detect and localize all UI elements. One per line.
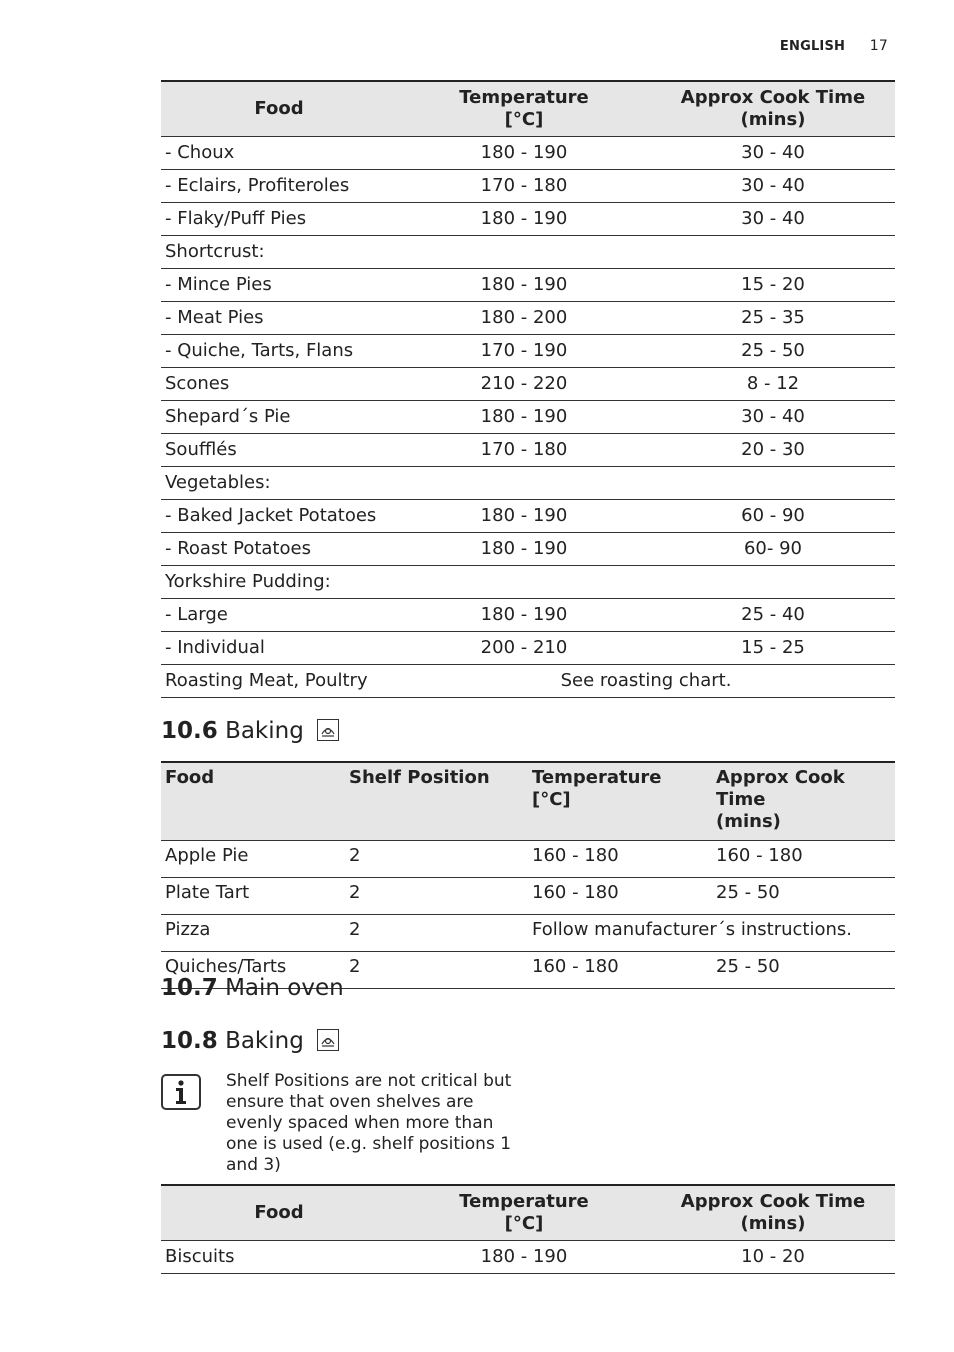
table-row [161, 235, 895, 268]
table-row [161, 840, 895, 877]
table-row [161, 499, 895, 532]
table-row [161, 877, 895, 914]
section-heading-10-6 [161, 718, 339, 744]
cell-temperature: 170 - 190 [397, 334, 651, 367]
cell-shelf: 2 [345, 877, 528, 914]
cell-food: Pizza [161, 914, 345, 951]
table-row [161, 565, 895, 598]
header-cook-time: Approx Cook Time (mins) [651, 1185, 895, 1240]
cell-cook-time: 30 - 40 [651, 169, 895, 202]
header-shelf-position: Shelf Position [345, 762, 528, 840]
cell-food: - Large [161, 598, 397, 631]
table-row [161, 466, 895, 499]
cell-cook-time: 60 - 90 [651, 499, 895, 532]
cell-temperature: 170 - 180 [397, 169, 651, 202]
section-title: Baking [225, 1028, 304, 1054]
cell-temperature: 160 - 180 [528, 951, 712, 988]
table-row [161, 1240, 895, 1273]
cell-cook-time: 160 - 180 [712, 840, 895, 877]
cell-food: - Mince Pies [161, 268, 397, 301]
section-heading-10-7 [161, 975, 344, 1001]
cell-temperature: 180 - 190 [397, 598, 651, 631]
cell-cook-time: 15 - 20 [651, 268, 895, 301]
info-note-text: Shelf Positions are not critical but ensure that oven shelves are evenly spaced when more than one is used (e.g. shelf positions 1 and 3) [226, 1071, 512, 1175]
cell-temperature: 180 - 190 [397, 268, 651, 301]
cell-temperature: 180 - 190 [397, 400, 651, 433]
cell-temperature: 160 - 180 [528, 840, 712, 877]
cell-cook-time [651, 235, 895, 268]
cell-temperature [397, 235, 651, 268]
header-food: Food [161, 762, 345, 840]
cell-temperature: 170 - 180 [397, 433, 651, 466]
cell-food: Quiches/Tarts [161, 951, 345, 988]
section-number: 10.6 [161, 718, 218, 744]
biscuits-table [161, 1184, 895, 1274]
baking-function-icon [317, 719, 339, 741]
section-title: Main oven [225, 975, 344, 1001]
cell-cook-time: 60- 90 [651, 532, 895, 565]
cell-cook-time: 25 - 50 [712, 877, 895, 914]
cell-temperature: 180 - 190 [397, 202, 651, 235]
cell-food: - Individual [161, 631, 397, 664]
table-row [161, 169, 895, 202]
table-row [161, 367, 895, 400]
page-number: 17 [869, 38, 888, 54]
section-number: 10.8 [161, 1028, 218, 1054]
table-row [161, 334, 895, 367]
table-row [161, 400, 895, 433]
table-row [161, 914, 895, 951]
cell-temperature: 180 - 200 [397, 301, 651, 334]
cell-cook-time: 30 - 40 [651, 202, 895, 235]
header-temperature: Temperature [°C] [397, 81, 651, 136]
language-label: ENGLISH [779, 39, 846, 54]
cell-note: Follow manufacturer´s instructions. [528, 914, 895, 951]
cell-food: Vegetables: [161, 466, 397, 499]
cooking-table [161, 80, 895, 698]
cell-temperature: 180 - 190 [397, 136, 651, 169]
baking-table [161, 761, 895, 989]
cell-temperature: 180 - 190 [397, 1240, 651, 1273]
cell-temperature: 160 - 180 [528, 877, 712, 914]
cell-shelf: 2 [345, 951, 528, 988]
cell-cook-time: 25 - 40 [651, 598, 895, 631]
cell-food: Shortcrust: [161, 235, 397, 268]
cell-cook-time: 30 - 40 [651, 400, 895, 433]
cell-food: Biscuits [161, 1240, 397, 1273]
cell-temperature: 180 - 190 [397, 532, 651, 565]
cell-food: - Meat Pies [161, 301, 397, 334]
section-heading-10-8 [161, 1028, 339, 1054]
page-header [760, 38, 888, 54]
table-row [161, 433, 895, 466]
header-cook-time: Approx Cook Time (mins) [712, 762, 895, 840]
section-number: 10.7 [161, 975, 218, 1001]
cell-shelf: 2 [345, 914, 528, 951]
header-temperature: Temperature [°C] [528, 762, 712, 840]
cell-food: Soufflés [161, 433, 397, 466]
cell-note: See roasting chart. [397, 664, 895, 697]
cell-food: Plate Tart [161, 877, 345, 914]
table-row [161, 532, 895, 565]
cell-cook-time: 25 - 35 [651, 301, 895, 334]
cell-temperature [397, 565, 651, 598]
info-icon [161, 1074, 201, 1110]
header-cook-time: Approx Cook Time (mins) [651, 81, 895, 136]
table-row [161, 301, 895, 334]
cell-temperature: 210 - 220 [397, 367, 651, 400]
cell-cook-time [651, 565, 895, 598]
cell-shelf: 2 [345, 840, 528, 877]
cell-cook-time: 25 - 50 [712, 951, 895, 988]
table-row [161, 664, 895, 697]
cell-cook-time: 30 - 40 [651, 136, 895, 169]
header-food: Food [161, 1185, 397, 1240]
cell-cook-time: 20 - 30 [651, 433, 895, 466]
header-temperature: Temperature [°C] [397, 1185, 651, 1240]
cell-temperature [397, 466, 651, 499]
table-row [161, 136, 895, 169]
cell-food: Scones [161, 367, 397, 400]
cell-temperature: 180 - 190 [397, 499, 651, 532]
cell-food: - Eclairs, Profiteroles [161, 169, 397, 202]
cell-food: Shepard´s Pie [161, 400, 397, 433]
cell-cook-time: 15 - 25 [651, 631, 895, 664]
cell-cook-time: 25 - 50 [651, 334, 895, 367]
cell-food: - Roast Potatoes [161, 532, 397, 565]
table-row [161, 202, 895, 235]
table-row [161, 598, 895, 631]
baking-function-icon [317, 1029, 339, 1051]
cell-food: - Quiche, Tarts, Flans [161, 334, 397, 367]
cell-food: - Choux [161, 136, 397, 169]
cell-food: - Baked Jacket Potatoes [161, 499, 397, 532]
cell-cook-time: 8 - 12 [651, 367, 895, 400]
table-row [161, 268, 895, 301]
cell-temperature: 200 - 210 [397, 631, 651, 664]
cell-cook-time [651, 466, 895, 499]
cell-food: Apple Pie [161, 840, 345, 877]
cell-food: Yorkshire Pudding: [161, 565, 397, 598]
cell-cook-time: 10 - 20 [651, 1240, 895, 1273]
header-food: Food [161, 81, 397, 136]
section-title: Baking [225, 718, 304, 744]
cell-food: Roasting Meat, Poultry [161, 664, 397, 697]
cell-food: - Flaky/Puff Pies [161, 202, 397, 235]
table-row [161, 631, 895, 664]
